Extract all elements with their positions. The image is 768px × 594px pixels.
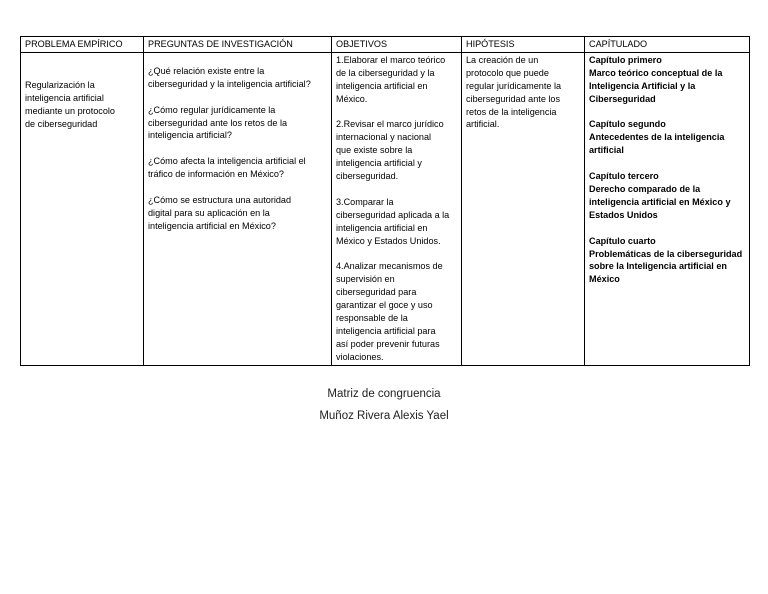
header-preguntas-investigacion: PREGUNTAS DE INVESTIGACIÓN: [144, 37, 332, 53]
document-title: Matriz de congruencia: [327, 388, 441, 400]
document-author: Muñoz Rivera Alexis Yael: [319, 410, 449, 422]
header-objetivos: OBJETIVOS: [332, 37, 462, 53]
objetivos-text: 1.Elaborar el marco teórico de la ciberseguridad y la inteligencia artificial en México. 2.Revisar el marco jurídico internacional y nacional que existe sobre la inteligencia artificial y ciberseguridad. 3.Comparar la ciberseguridad aplicada a la inteligencia artificial en México y Estados Unidos. 4.Analizar mecanismos de supervisión en ciberseguridad para garantizar el goce y uso responsable de la inteligencia artificial para así poder prevenir futuras violaciones.: [336, 54, 450, 362]
header-capitulado: CAPÍTULADO: [585, 37, 750, 53]
cell-objetivos: [332, 52, 462, 365]
problema-text: Regularización la inteligencia artificial mediante un protocolo de ciberseguridad: [25, 79, 115, 129]
header-hipotesis: HIPÓTESIS: [462, 37, 585, 53]
preguntas-text: ¿Qué relación existe entre la ciberseguridad y la inteligencia artificial? ¿Cómo regular jurídicamente la ciberseguridad ante los retos de la inteligencia artificial? ¿Cómo afecta la inteligencia artificial el tráfico de información en México? ¿Cómo se estructura una autoridad digital para su aplicación en la inteligencia artificial en México?: [148, 65, 311, 231]
table-row: [21, 52, 750, 365]
cell-hipotesis: [462, 52, 585, 365]
hipotesis-text: La creación de un protocolo que puede regular jurídicamente la ciberseguridad ante los retos de la inteligencia artificial.: [466, 54, 562, 130]
cell-problema-empirico: [21, 52, 144, 365]
capitulado-text: Capítulo primero Marco teórico conceptual de la Inteligencia Artificial y la Ciberseguridad Capítulo segundo Antecedentes de la inteligencia artificial Capítulo tercero Derecho comparado de la inteligencia artificial en México y Estados Unidos Capítulo cuarto Problemáticas de la ciberseguridad sobre la Inteligencia artificial en México: [589, 54, 743, 285]
congruence-matrix-table: [20, 36, 750, 366]
cell-preguntas-investigacion: [144, 52, 332, 365]
cell-capitulado: [585, 52, 750, 365]
table-header-row: [21, 37, 750, 53]
header-problema-empirico: PROBLEMA EMPÍRICO: [21, 37, 144, 53]
